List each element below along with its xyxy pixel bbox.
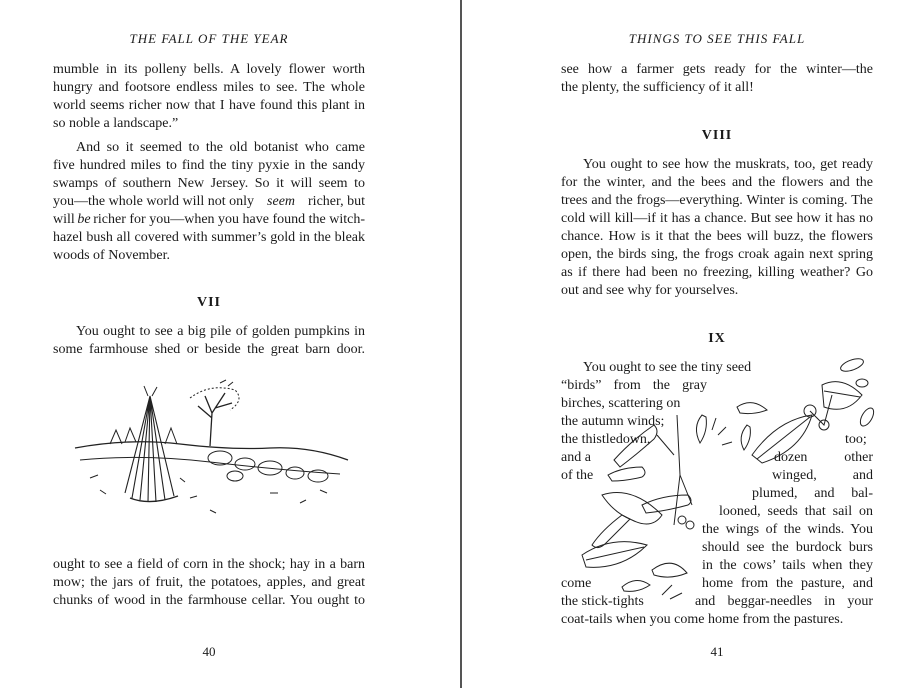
text-line: too; bbox=[845, 432, 867, 447]
text-line: hazel bush all covered with summer’s gold in the bleak bbox=[53, 230, 365, 245]
section-heading-vii: VII bbox=[196, 295, 221, 310]
text-line: in the cows’ tails when they bbox=[702, 558, 873, 573]
emphasis: be bbox=[77, 212, 91, 227]
text-run: you—the whole world will not only bbox=[53, 194, 255, 209]
section-heading-viii: VIII bbox=[701, 128, 733, 143]
text-line: for the winter, and the bees and the flowers and the bbox=[561, 175, 873, 190]
text-line: birches, scattering on bbox=[561, 396, 681, 411]
text-line: see how a farmer gets ready for the winter—the bbox=[561, 62, 873, 77]
text-run: will bbox=[53, 212, 75, 227]
text-line: of the bbox=[561, 468, 594, 483]
emphasis: seem bbox=[267, 194, 296, 209]
text-line: home from the pasture, and bbox=[702, 576, 873, 591]
text-line: the plenty, the sufficiency of it all! bbox=[561, 80, 754, 95]
text-line: as if there had been no freezing, killing weather? Go bbox=[561, 265, 873, 280]
text-line bbox=[53, 211, 365, 229]
text-line: cold will kill—if it has a chance. But see how it has no bbox=[561, 211, 873, 226]
corn-shock-illustration bbox=[70, 378, 352, 530]
text-line: so noble a landscape.” bbox=[53, 116, 179, 131]
running-head-right: THINGS TO SEE THIS FALL bbox=[628, 31, 806, 46]
text-line: chance. How is it that the bees will buzz, the flowers bbox=[561, 229, 873, 244]
text-line: the thistledown, bbox=[561, 432, 651, 447]
text-line: ought to see a field of corn in the shock; hay in a barn bbox=[53, 557, 365, 572]
text-run: richer, but bbox=[308, 194, 365, 209]
section-heading-ix: IX bbox=[708, 331, 726, 346]
text-line: dozen other bbox=[774, 450, 873, 465]
text-line: swamps of southern New Jersey. So it will seem to bbox=[53, 176, 365, 191]
text-line: “birds” from the gray bbox=[561, 378, 707, 393]
text-line: and a bbox=[561, 450, 591, 465]
text-line: plumed, and bal- bbox=[752, 486, 873, 501]
text-line: the wings of the winds. You bbox=[702, 522, 873, 537]
text-line: open, the birds sing, the frogs croak again next spring bbox=[561, 247, 873, 262]
text-line: You ought to see the tiny seed bbox=[583, 360, 752, 375]
text-line: winged, and bbox=[772, 468, 873, 483]
text-line: trees and the frogs—everything. Winter is coming. The bbox=[561, 193, 873, 208]
text-run: richer for you—when you have found the witch- bbox=[93, 212, 365, 227]
right-page bbox=[462, 0, 918, 688]
text-line bbox=[53, 193, 365, 211]
text-line: mow; the jars of fruit, the potatoes, apples, and great bbox=[53, 575, 365, 590]
text-line: come bbox=[561, 576, 592, 591]
text-line: should see the burdock burs bbox=[702, 540, 873, 555]
text-line: hungry and footsore endless miles to see. The whole bbox=[53, 80, 365, 95]
text-line: world seems richer now that I have found this plant in bbox=[53, 98, 365, 113]
text-line: coat-tails when you come home from the pastures. bbox=[561, 612, 844, 627]
page-number-right: 41 bbox=[710, 644, 724, 659]
running-head-left: THE FALL OF THE YEAR bbox=[129, 31, 289, 46]
text-line: and beggar-needles in your bbox=[695, 594, 873, 609]
text-line: some farmhouse shed or beside the great barn door. bbox=[53, 342, 365, 357]
text-line: You ought to see how the muskrats, too, get ready bbox=[583, 157, 873, 172]
text-line: the autumn winds; bbox=[561, 414, 665, 429]
text-line: the stick-tights bbox=[561, 594, 644, 609]
text-line: You ought to see a big pile of golden pumpkins in bbox=[76, 324, 365, 339]
text-line: five hundred miles to find the tiny pyxie in the sandy bbox=[53, 158, 365, 173]
text-line: out and see why for yourselves. bbox=[561, 283, 739, 298]
text-line: mumble in its polleny bells. A lovely flower worth bbox=[53, 62, 365, 77]
text-line: chunks of wood in the farmhouse cellar. You ought to bbox=[53, 593, 365, 608]
text-line: woods of November. bbox=[53, 248, 171, 263]
text-line: And so it seemed to the old botanist who came bbox=[76, 140, 365, 155]
page-number-left: 40 bbox=[202, 644, 216, 659]
text-line: looned, seeds that sail on bbox=[719, 504, 873, 519]
